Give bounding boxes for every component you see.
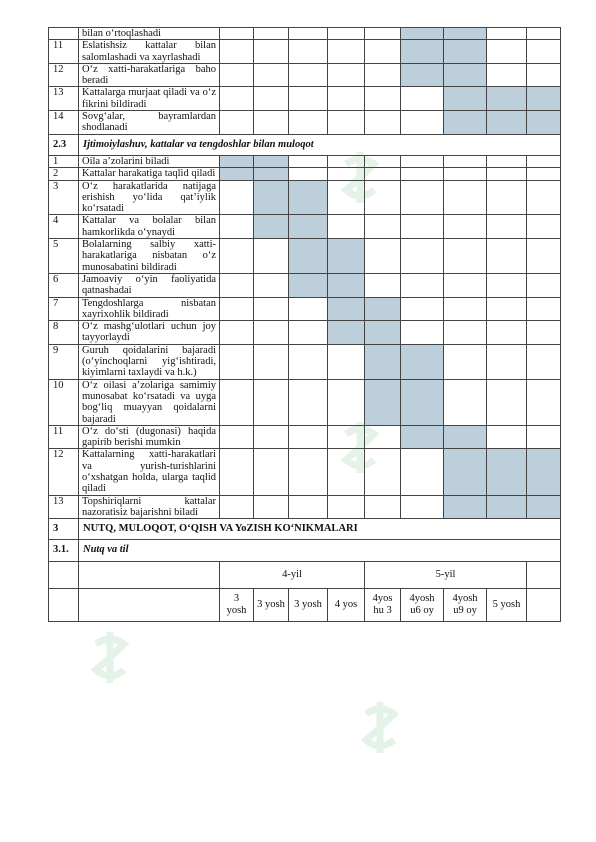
age-cell <box>328 63 365 87</box>
age-cell <box>401 239 444 274</box>
skill-row <box>49 111 561 135</box>
age-cell <box>289 379 328 425</box>
shaded-age-cell <box>328 321 365 345</box>
skill-row <box>49 215 561 239</box>
row-number: 7 <box>49 297 79 321</box>
age-cell <box>527 40 561 64</box>
age-cell <box>401 321 444 345</box>
age-cell <box>328 87 365 111</box>
shaded-age-cell <box>444 425 487 449</box>
age-cell <box>254 495 289 519</box>
age-cell <box>328 28 365 40</box>
skill-description: O‘z mashg‘ulotlari uchun joy tayyorlaydi <box>79 321 220 345</box>
age-cell <box>527 321 561 345</box>
age-cell <box>527 344 561 379</box>
section-title: NUTQ, MULOQOT, O‘QISH VA YoZISH KO‘NIKMALARI <box>79 519 561 540</box>
skill-description: Kattalar harakatiga taqlid qiladi <box>79 168 220 180</box>
shaded-age-cell <box>487 495 527 519</box>
empty-cell <box>49 588 79 621</box>
skill-row <box>49 28 561 40</box>
row-number: 4 <box>49 215 79 239</box>
age-cell <box>220 379 254 425</box>
age-cell <box>254 111 289 135</box>
age-cell <box>527 63 561 87</box>
age-cell <box>254 321 289 345</box>
age-cell <box>328 425 365 449</box>
age-cell <box>365 111 401 135</box>
age-header: 3 yosh <box>289 588 328 621</box>
shaded-age-cell <box>401 63 444 87</box>
age-cell <box>254 28 289 40</box>
age-cell <box>365 155 401 167</box>
age-cell <box>527 180 561 215</box>
shaded-age-cell <box>254 215 289 239</box>
age-cell <box>220 63 254 87</box>
skill-row <box>49 425 561 449</box>
skill-row <box>49 495 561 519</box>
skill-row <box>49 155 561 167</box>
age-cell <box>365 495 401 519</box>
empty-cell <box>79 588 220 621</box>
age-cell <box>220 425 254 449</box>
shaded-age-cell <box>254 180 289 215</box>
age-cell <box>254 449 289 495</box>
shaded-age-cell <box>365 297 401 321</box>
age-cell <box>365 168 401 180</box>
shaded-age-cell <box>220 168 254 180</box>
skill-description: bilan o‘rtoqlashadi <box>79 28 220 40</box>
age-cell <box>220 239 254 274</box>
age-cell <box>220 321 254 345</box>
shaded-age-cell <box>487 449 527 495</box>
age-cell <box>365 273 401 297</box>
age-cell <box>401 297 444 321</box>
age-cell <box>487 168 527 180</box>
age-cell <box>254 63 289 87</box>
empty-cell <box>49 561 79 588</box>
age-cell <box>220 40 254 64</box>
shaded-age-cell <box>444 87 487 111</box>
age-cell <box>401 180 444 215</box>
shaded-age-cell <box>401 40 444 64</box>
age-cell <box>401 273 444 297</box>
age-header: 3 yosh <box>254 588 289 621</box>
age-cell <box>289 111 328 135</box>
age-cell <box>365 180 401 215</box>
row-number: 13 <box>49 495 79 519</box>
skill-row <box>49 344 561 379</box>
row-number: 5 <box>49 239 79 274</box>
skill-description: Kattalarga murjaat qiladi va o‘z fikrini bildiradi <box>79 87 220 111</box>
skill-row <box>49 449 561 495</box>
row-number: 3 <box>49 180 79 215</box>
age-cell <box>254 273 289 297</box>
age-cell <box>289 63 328 87</box>
shaded-age-cell <box>254 155 289 167</box>
age-header-row <box>49 588 561 621</box>
age-cell <box>328 40 365 64</box>
age-cell <box>527 155 561 167</box>
watermark-logo-icon <box>90 630 130 685</box>
age-cell <box>401 155 444 167</box>
age-cell <box>527 28 561 40</box>
skill-row <box>49 40 561 64</box>
shaded-age-cell <box>365 321 401 345</box>
section-row <box>49 134 561 155</box>
row-number: 13 <box>49 87 79 111</box>
row-number: 9 <box>49 344 79 379</box>
shaded-age-cell <box>328 297 365 321</box>
age-cell <box>444 273 487 297</box>
row-number: 2 <box>49 168 79 180</box>
skill-description: Guruh qoidalarini bajaradi (o‘yinchoqlarni yig‘ishtiradi, kiyimlarni taxlaydi va h.k.) <box>79 344 220 379</box>
age-cell <box>254 297 289 321</box>
shaded-age-cell <box>289 239 328 274</box>
age-header <box>527 588 561 621</box>
shaded-age-cell <box>220 155 254 167</box>
age-cell <box>487 63 527 87</box>
section-title: Nutq va til <box>79 540 561 561</box>
shaded-age-cell <box>444 449 487 495</box>
age-cell <box>220 111 254 135</box>
age-cell <box>401 215 444 239</box>
section-number: 3 <box>49 519 79 540</box>
age-cell <box>289 168 328 180</box>
age-cell <box>365 63 401 87</box>
shaded-age-cell <box>527 111 561 135</box>
shaded-age-cell <box>254 168 289 180</box>
age-cell <box>365 28 401 40</box>
age-cell <box>487 425 527 449</box>
shaded-age-cell <box>289 180 328 215</box>
age-cell <box>289 155 328 167</box>
age-cell <box>487 297 527 321</box>
age-cell <box>328 449 365 495</box>
skill-description: Sovg‘alar, bayramlardan shodlanadi <box>79 111 220 135</box>
age-cell <box>487 28 527 40</box>
shaded-age-cell <box>444 111 487 135</box>
skill-row <box>49 168 561 180</box>
age-cell <box>487 379 527 425</box>
age-cell <box>487 40 527 64</box>
skill-row <box>49 63 561 87</box>
age-cell <box>254 379 289 425</box>
age-cell <box>444 239 487 274</box>
age-cell <box>289 28 328 40</box>
row-number: 6 <box>49 273 79 297</box>
row-number <box>49 28 79 40</box>
age-cell <box>487 344 527 379</box>
age-cell <box>289 87 328 111</box>
age-cell <box>487 321 527 345</box>
age-cell <box>365 87 401 111</box>
row-number: 11 <box>49 425 79 449</box>
age-cell <box>444 321 487 345</box>
age-cell <box>444 379 487 425</box>
skill-description: Oila a’zolarini biladi <box>79 155 220 167</box>
development-table <box>48 27 561 622</box>
age-header: 5 yosh <box>487 588 527 621</box>
age-cell <box>444 215 487 239</box>
row-number: 14 <box>49 111 79 135</box>
age-cell <box>289 449 328 495</box>
age-cell <box>289 495 328 519</box>
shaded-age-cell <box>328 239 365 274</box>
skill-description: Tengdoshlarga nisbatan xayrixohlik bildiradi <box>79 297 220 321</box>
age-cell <box>328 168 365 180</box>
section-row <box>49 540 561 561</box>
age-cell <box>220 273 254 297</box>
age-cell <box>444 180 487 215</box>
age-cell <box>289 297 328 321</box>
shaded-age-cell <box>401 425 444 449</box>
shaded-age-cell <box>527 495 561 519</box>
age-cell <box>220 28 254 40</box>
age-cell <box>401 495 444 519</box>
shaded-age-cell <box>444 495 487 519</box>
age-cell <box>220 297 254 321</box>
skill-description: Bolalarning salbiy xatti-harakatlariga nisbatan o‘z munosabatini bildiradi <box>79 239 220 274</box>
age-cell <box>289 40 328 64</box>
age-cell <box>365 425 401 449</box>
shaded-age-cell <box>289 215 328 239</box>
age-cell <box>487 273 527 297</box>
age-cell <box>328 215 365 239</box>
age-header: 3 yosh <box>220 588 254 621</box>
section-title: Ijtimoiylashuv, kattalar va tengdoshlar bilan muloqot <box>79 134 561 155</box>
age-cell <box>365 215 401 239</box>
section-number: 3.1. <box>49 540 79 561</box>
age-cell <box>254 344 289 379</box>
age-cell <box>365 449 401 495</box>
age-cell <box>487 215 527 239</box>
shaded-age-cell <box>444 28 487 40</box>
age-header: 4yosh u6 oy <box>401 588 444 621</box>
shaded-age-cell <box>527 449 561 495</box>
skill-description: Jamoaviy o‘yin faoliyatida qatnashadai <box>79 273 220 297</box>
year-header-row <box>49 561 561 588</box>
shaded-age-cell <box>444 63 487 87</box>
age-cell <box>444 344 487 379</box>
age-cell <box>289 344 328 379</box>
age-header: 4yosh u9 oy <box>444 588 487 621</box>
shaded-age-cell <box>365 379 401 425</box>
skill-description: Eslatishsiz kattalar bilan salomlashadi va xayrlashadi <box>79 40 220 64</box>
age-cell <box>220 87 254 111</box>
section-row <box>49 519 561 540</box>
age-cell <box>289 321 328 345</box>
watermark-logo-icon <box>360 700 400 755</box>
skill-description: Kattalarning xatti-harakatlari va yurish-turishlarini o‘xshatgan holda, ularga taqlid qiladi <box>79 449 220 495</box>
age-cell <box>328 180 365 215</box>
age-cell <box>527 379 561 425</box>
skill-row <box>49 297 561 321</box>
row-number: 11 <box>49 40 79 64</box>
skill-row <box>49 273 561 297</box>
age-cell <box>365 40 401 64</box>
age-cell <box>527 239 561 274</box>
age-cell <box>328 111 365 135</box>
age-cell <box>365 239 401 274</box>
shaded-age-cell <box>328 273 365 297</box>
age-cell <box>487 239 527 274</box>
row-number: 8 <box>49 321 79 345</box>
shaded-age-cell <box>289 273 328 297</box>
age-cell <box>254 425 289 449</box>
age-cell <box>401 449 444 495</box>
age-cell <box>444 168 487 180</box>
year-header-5: 5-yil <box>365 561 527 588</box>
age-cell <box>328 495 365 519</box>
age-cell <box>254 87 289 111</box>
age-cell <box>220 344 254 379</box>
shaded-age-cell <box>401 28 444 40</box>
age-cell <box>527 168 561 180</box>
age-cell <box>527 297 561 321</box>
skill-description: O‘z oilasi a’zolariga samimiy munosabat ko‘rsatadi va uyga bog‘liq muayyan qoidalarni bajaradi <box>79 379 220 425</box>
empty-cell <box>79 561 220 588</box>
age-cell <box>220 180 254 215</box>
shaded-age-cell <box>401 379 444 425</box>
age-cell <box>487 155 527 167</box>
age-cell <box>220 215 254 239</box>
age-cell <box>289 425 328 449</box>
row-number: 12 <box>49 63 79 87</box>
shaded-age-cell <box>401 344 444 379</box>
skill-description: O‘z harakatlarida natijaga erishish yo‘lida qat’iylik ko‘rsatadi <box>79 180 220 215</box>
skill-row <box>49 321 561 345</box>
skill-description: Kattalar va bolalar bilan hamkorlikda o‘ynaydi <box>79 215 220 239</box>
age-cell <box>487 180 527 215</box>
age-cell <box>401 111 444 135</box>
age-cell <box>254 239 289 274</box>
shaded-age-cell <box>487 87 527 111</box>
skill-description: Topshiriqlarni kattalar nazoratisiz bajarishni biladi <box>79 495 220 519</box>
age-header: 4yos hu 3 <box>365 588 401 621</box>
shaded-age-cell <box>487 111 527 135</box>
age-cell <box>401 87 444 111</box>
shaded-age-cell <box>527 87 561 111</box>
skill-row <box>49 239 561 274</box>
age-cell <box>527 425 561 449</box>
skill-row <box>49 379 561 425</box>
age-cell <box>401 168 444 180</box>
age-cell <box>220 449 254 495</box>
age-cell <box>328 379 365 425</box>
age-cell <box>328 155 365 167</box>
skill-row <box>49 87 561 111</box>
year-header-4: 4-yil <box>220 561 365 588</box>
row-number: 12 <box>49 449 79 495</box>
age-cell <box>254 40 289 64</box>
age-cell <box>220 495 254 519</box>
empty-cell <box>527 561 561 588</box>
age-cell <box>328 344 365 379</box>
skill-row <box>49 180 561 215</box>
section-number: 2.3 <box>49 134 79 155</box>
age-cell <box>444 155 487 167</box>
row-number: 10 <box>49 379 79 425</box>
age-cell <box>527 273 561 297</box>
age-cell <box>444 297 487 321</box>
skill-description: O‘z xatti-harakatlariga baho beradi <box>79 63 220 87</box>
row-number: 1 <box>49 155 79 167</box>
skill-description: O‘z do‘sti (dugonasi) haqida gapirib berishi mumkin <box>79 425 220 449</box>
age-cell <box>527 215 561 239</box>
shaded-age-cell <box>444 40 487 64</box>
age-header: 4 yos <box>328 588 365 621</box>
shaded-age-cell <box>365 344 401 379</box>
